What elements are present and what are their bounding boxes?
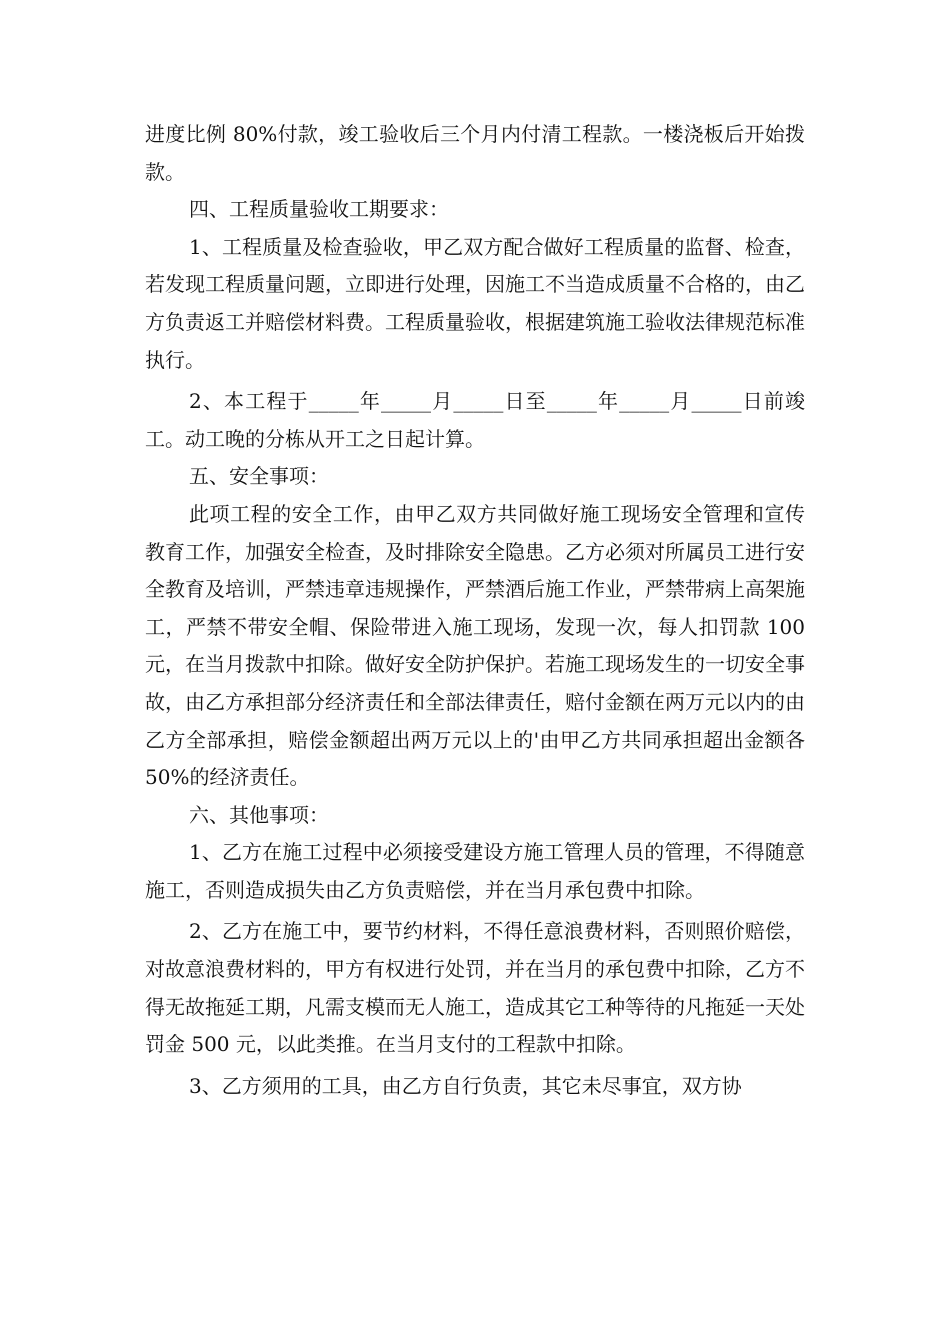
heading-quality-schedule: 四、工程质量验收工期要求：: [189, 197, 449, 222]
paragraph-safety: 此项工程的安全工作，由甲乙双方共同做好施工现场安全管理和宣传教育工作，加强安全检查，及时排除安全隐患。乙方必须对所属员工进行安全教育及培训，严禁违章违规操作，严禁酒后施工作业，严禁带病上高架施工，严禁不带安全帽、保险带进入施工现场，发现一次，每人扣罚款 100 元，在当月拨款中扣除。做好安全防护保护。若施工现场发生的一切安全事故，由乙方承担部分经济责任和全部法律责任，赔付金额在两万元以内的由乙方全部承担，赔偿金额超出两万元以上的'由甲乙方共同承担超出金额各 50%的经济责任。: [145, 501, 805, 790]
paragraph-payment-progress: 进度比例 80%付款，竣工验收后三个月内付清工程款。一楼浇板后开始拨款。: [145, 122, 805, 184]
paragraph-materials: 2、乙方在施工中，要节约材料，不得任意浪费材料，否则照价赔偿，对故意浪费材料的，甲方有权进行处罚，并在当月的承包费中扣除，乙方不得无故拖延工期，凡需支模而无人施工，造成其它工种等待的凡拖延一天处罚金 500 元，以此类推。在当月支付的工程款中扣除。: [145, 919, 805, 1057]
paragraph-completion-date: 2、本工程于_____年_____月_____日至_____年_____月_____日前竣工。动工晚的分栋从开工之日起计算。: [145, 389, 805, 451]
paragraph-management: 1、乙方在施工过程中必须接受建设方施工管理人员的管理，不得随意施工，否则造成损失由乙方负责赔偿，并在当月承包费中扣除。: [145, 840, 805, 902]
heading-other-matters: 六、其他事项：: [189, 802, 329, 827]
paragraph-tools: 3、乙方须用的工具，由乙方自行负责，其它未尽事宜，双方协: [189, 1073, 742, 1098]
document-page: [145, 116, 805, 1105]
paragraph-quality-inspection: 1、工程质量及检查验收，甲乙双方配合做好工程质量的监督、检查，若发现工程质量问题，立即进行处理，因施工不当造成质量不合格的，由乙方负责返工并赔偿材料费。工程质量验收，根据建筑施工验收法律规范标准执行。: [145, 234, 805, 372]
heading-safety: 五、安全事项：: [189, 464, 329, 489]
